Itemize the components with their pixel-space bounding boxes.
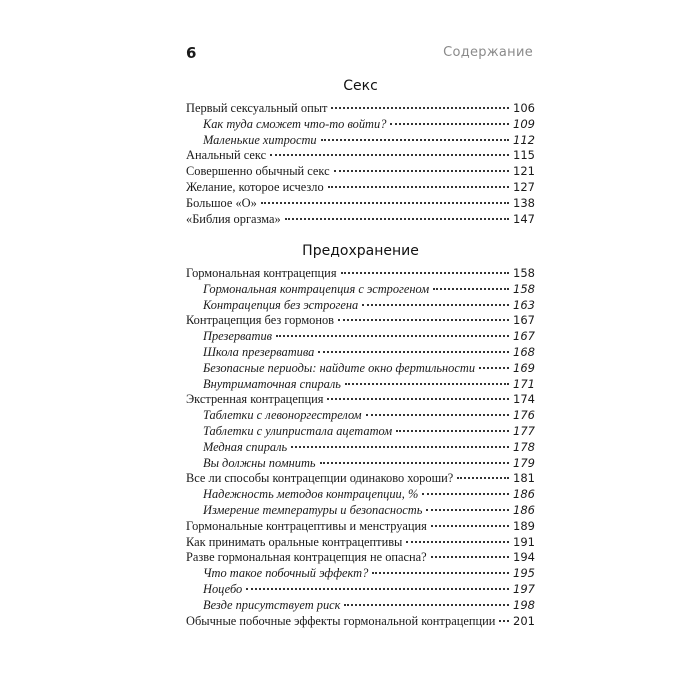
toc-entry-title: Презерватив [203, 329, 273, 344]
toc-entry[interactable] [186, 212, 535, 228]
dot-leader [372, 571, 509, 574]
dot-leader [422, 492, 509, 495]
toc-entry[interactable] [186, 180, 535, 196]
toc-page-number: 163 [513, 297, 535, 312]
dot-leader [261, 201, 509, 204]
toc-subentry[interactable] [186, 133, 535, 149]
toc-subentry[interactable] [186, 487, 535, 503]
toc-page-number: 181 [513, 471, 535, 486]
toc-entry-title: Экстренная контрацепция [186, 392, 324, 407]
toc-entry-title: Школа презерватива [203, 344, 315, 359]
dot-leader [433, 287, 509, 290]
toc-page-number: 138 [513, 195, 535, 210]
dot-leader [457, 476, 509, 479]
toc-page-number: 191 [513, 534, 535, 549]
toc-page-number: 106 [513, 101, 535, 115]
toc-entry-title: Что такое побочный эффект? [203, 566, 369, 581]
toc-entry[interactable] [186, 535, 535, 551]
dot-leader [318, 350, 509, 353]
toc-entry-title: Первый сексуальный опыт [186, 101, 328, 115]
dot-leader [344, 603, 509, 606]
dot-leader [431, 555, 509, 558]
toc-entry-title: Вы должны помнить [203, 455, 316, 470]
toc-subentry[interactable] [186, 503, 535, 519]
toc-subentry[interactable] [186, 361, 535, 377]
toc-page-number: 158 [513, 266, 535, 280]
toc-list-contraception [186, 266, 535, 629]
toc-entry[interactable] [186, 313, 535, 329]
toc-subentry[interactable] [186, 424, 535, 440]
dot-leader [276, 334, 509, 337]
toc-entry[interactable] [186, 148, 535, 164]
toc-page-number: 115 [513, 148, 535, 163]
toc-page-number: 186 [513, 487, 535, 502]
toc-entry[interactable] [186, 550, 535, 566]
toc-subentry[interactable] [186, 440, 535, 456]
toc-entry-title: Надежность методов контрацепции, % [203, 487, 419, 502]
toc-entry-title: Гормональная контрацепция с эстрогеном [203, 281, 430, 296]
toc-subentry[interactable] [186, 298, 535, 314]
dot-leader [341, 271, 510, 274]
toc-entry[interactable] [186, 266, 535, 282]
dot-leader [499, 619, 509, 622]
toc-subentry[interactable] [186, 117, 535, 133]
toc-page-number: 167 [513, 313, 535, 328]
toc-list-sex [186, 101, 535, 227]
dot-leader [331, 106, 509, 109]
toc-entry-title: Везде присутствует риск [203, 597, 341, 612]
toc-entry-title: Обычные побочные эффекты гормональной контрацепции [186, 613, 496, 628]
toc-subentry[interactable] [186, 582, 535, 598]
dot-leader [327, 397, 509, 400]
toc-page-number: 201 [513, 613, 535, 628]
toc-entry[interactable] [186, 471, 535, 487]
toc-page-number: 186 [513, 502, 535, 517]
toc-entry[interactable] [186, 614, 535, 630]
dot-leader [362, 303, 509, 306]
toc-page-number: 168 [513, 344, 535, 359]
dot-leader [396, 429, 509, 432]
dot-leader [431, 524, 509, 527]
toc-entry-title: Разве гормональная контрацепция не опасна? [186, 550, 427, 565]
toc-subentry[interactable] [186, 598, 535, 614]
toc-page-number: 189 [513, 518, 535, 533]
dot-leader [321, 138, 509, 141]
toc-page-number: 158 [513, 281, 535, 296]
toc-entry-title: «Библия оргазма» [186, 211, 281, 226]
toc-page-number: 194 [513, 550, 535, 565]
toc-entry-title: Как принимать оральные контрацептивы [186, 534, 403, 549]
dot-leader [406, 540, 509, 543]
toc-entry-title: Анальный секс [186, 148, 267, 163]
toc-page-number: 147 [513, 211, 535, 226]
toc-page-number: 179 [513, 455, 535, 470]
toc-entry[interactable] [186, 196, 535, 212]
toc-entry-title: Гормональная контрацепция [186, 266, 337, 280]
toc-entry-title: Совершенно обычный секс [186, 164, 330, 179]
toc-page-number: 127 [513, 179, 535, 194]
toc-subentry[interactable] [186, 282, 535, 298]
toc-page-number: 195 [513, 566, 535, 581]
dot-leader [366, 413, 509, 416]
toc-page-number: 109 [513, 116, 535, 131]
toc-entry[interactable] [186, 392, 535, 408]
toc-entry-title: Таблетки с улипристала ацетатом [203, 423, 393, 438]
dot-leader [338, 318, 509, 321]
section-title-sex: Секс [343, 78, 378, 94]
toc-page-number: 197 [513, 581, 535, 596]
toc-page-number: 167 [513, 329, 535, 344]
toc-entry[interactable] [186, 164, 535, 180]
toc-subentry[interactable] [186, 566, 535, 582]
toc-page-number: 177 [513, 423, 535, 438]
toc-entry-title: Маленькие хитрости [203, 132, 317, 147]
toc-subentry[interactable] [186, 456, 535, 472]
toc-entry-title: Безопасные периоды: найдите окно фертильности [203, 360, 476, 375]
toc-page-number: 198 [513, 597, 535, 612]
toc-subentry[interactable] [186, 377, 535, 393]
toc-page-number: 121 [513, 164, 535, 179]
toc-entry-title: Как туда сможет что-то войти? [203, 116, 387, 131]
dot-leader [390, 122, 509, 125]
toc-subentry[interactable] [186, 408, 535, 424]
toc-page-number: 176 [513, 408, 535, 423]
toc-entry-title: Большое «О» [186, 195, 257, 210]
toc-page-number: 174 [513, 392, 535, 407]
dot-leader [426, 508, 509, 511]
toc-page-number: 178 [513, 439, 535, 454]
dot-leader [291, 445, 509, 448]
toc-entry[interactable] [186, 101, 535, 117]
toc-entry-title: Медная спираль [203, 439, 288, 454]
toc-page-number: 112 [513, 132, 535, 147]
toc-entry-title: Желание, которое исчезло [186, 179, 324, 194]
running-title: Содержание [443, 45, 533, 60]
dot-leader [328, 185, 509, 188]
toc-entry-title: Контрацепция без гормонов [186, 313, 335, 328]
toc-entry[interactable] [186, 519, 535, 535]
toc-subentry[interactable] [186, 329, 535, 345]
toc-entry-title: Внутриматочная спираль [203, 376, 341, 391]
dot-leader [246, 587, 509, 590]
toc-entry-title: Контрацепция без эстрогена [203, 297, 359, 312]
dot-leader [285, 217, 509, 220]
toc-entry-title: Таблетки с левоноргестрелом [203, 408, 362, 423]
dot-leader [270, 153, 509, 156]
toc-page-number: 169 [513, 360, 535, 375]
dot-leader [479, 366, 509, 369]
section-title-contraception: Предохранение [302, 243, 419, 259]
dot-leader [345, 382, 509, 385]
toc-subentry[interactable] [186, 345, 535, 361]
dot-leader [334, 169, 509, 172]
toc-entry-title: Гормональные контрацептивы и менструация [186, 518, 427, 533]
toc-entry-title: Все ли способы контрацепции одинаково хороши? [186, 471, 454, 486]
toc-entry-title: Ноцебо [203, 581, 243, 596]
toc-page-number: 171 [513, 376, 535, 391]
toc-entry-title: Измерение температуры и безопасность [203, 502, 423, 517]
dot-leader [320, 461, 510, 464]
page-number: 6 [186, 44, 197, 62]
